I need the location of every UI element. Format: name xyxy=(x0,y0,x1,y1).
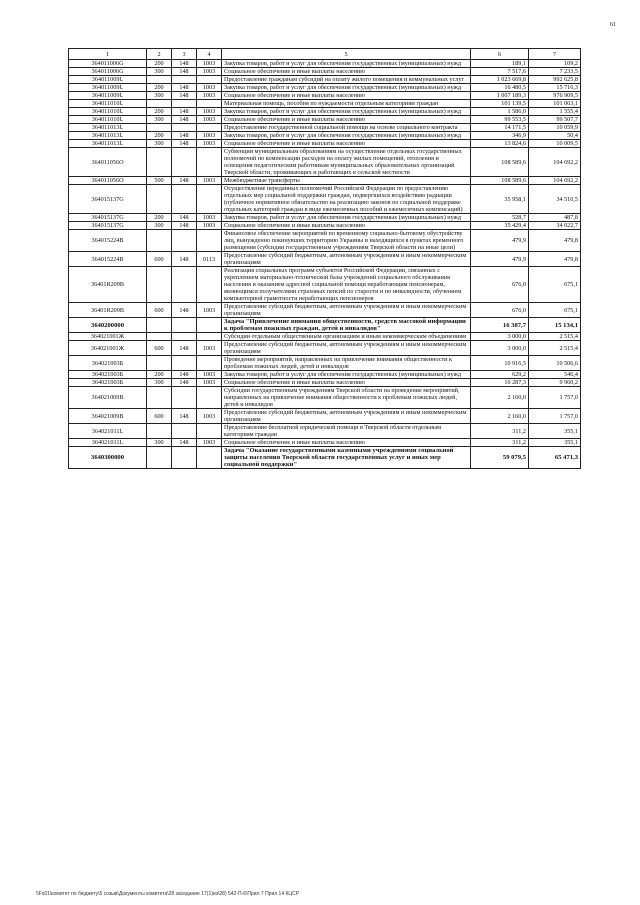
description-cell: Социальное обеспечение и иные выплаты населению xyxy=(222,68,471,76)
code-cell: 364015137G xyxy=(69,185,147,214)
code-cell: 36401R209B xyxy=(69,303,147,318)
value-actual-cell: 104 692,2 xyxy=(529,177,581,185)
table-row xyxy=(69,92,581,100)
value-actual-cell: 479,8 xyxy=(529,230,581,252)
table-row xyxy=(69,108,581,116)
value-actual-cell: 1 757,0 xyxy=(529,387,581,409)
code-cell: 364021011L xyxy=(69,439,147,447)
table-row xyxy=(69,140,581,148)
value-actual-cell: 99 507,7 xyxy=(529,116,581,124)
value-planned-cell: 101 139,5 xyxy=(471,100,529,108)
admin-cell xyxy=(172,230,197,252)
admin-cell xyxy=(172,267,197,303)
code-cell: 364011056O xyxy=(69,177,147,185)
table-row xyxy=(69,116,581,124)
section-cell: 1003 xyxy=(197,108,222,116)
header-cell: 4 xyxy=(197,49,222,60)
code-cell: 3640200000 xyxy=(69,318,147,333)
table-row xyxy=(69,267,581,303)
code-cell: 364015137G xyxy=(69,222,147,230)
admin-cell: 148 xyxy=(172,177,197,185)
section-cell xyxy=(197,148,222,177)
table-row xyxy=(69,76,581,84)
value-actual-cell: 15 716,3 xyxy=(529,84,581,92)
expense-type-cell: 300 xyxy=(147,439,172,447)
table-row xyxy=(69,371,581,379)
code-cell: 364011010L xyxy=(69,100,147,108)
expense-type-cell: 300 xyxy=(147,222,172,230)
expense-type-cell: 200 xyxy=(147,84,172,92)
table-row xyxy=(69,230,581,252)
admin-cell: 148 xyxy=(172,379,197,387)
description-cell: Субвенции муниципальным образованиям на осуществление отдельных государственных полномочий по компенсации расходов на оплату жилых помещений, отопления и освещения педагогическим работникам муниципальных образовательных организаций Тверской области, проживающих и работающих в сельской местности xyxy=(222,148,471,177)
section-cell: 1003 xyxy=(197,439,222,447)
section-cell xyxy=(197,318,222,333)
value-actual-cell: 15 134,1 xyxy=(529,318,581,333)
expense-type-cell: 600 xyxy=(147,303,172,318)
expense-type-cell: 600 xyxy=(147,341,172,356)
table-row xyxy=(69,124,581,132)
table-row xyxy=(69,60,581,68)
value-actual-cell: 1 757,0 xyxy=(529,409,581,424)
value-actual-cell: 355,1 xyxy=(529,424,581,439)
section-cell xyxy=(197,185,222,214)
value-actual-cell: 10 009,5 xyxy=(529,140,581,148)
description-cell: Социальное обеспечение и иные выплаты населению xyxy=(222,140,471,148)
value-actual-cell: 479,8 xyxy=(529,252,581,267)
expense-type-cell: 200 xyxy=(147,60,172,68)
description-cell: Социальное обеспечение и иные выплаты населению xyxy=(222,116,471,124)
value-planned-cell: 479,9 xyxy=(471,230,529,252)
code-cell: 364011006G xyxy=(69,68,147,76)
admin-cell: 148 xyxy=(172,116,197,124)
admin-cell xyxy=(172,356,197,371)
expense-type-cell xyxy=(147,76,172,84)
description-cell: Закупка товаров, работ и услуг для обеспечения государственных (муниципальных) нужд xyxy=(222,132,471,140)
code-cell: 364021003Б xyxy=(69,371,147,379)
section-cell xyxy=(197,124,222,132)
table-row xyxy=(69,409,581,424)
section-cell: 1003 xyxy=(197,177,222,185)
expense-type-cell: 300 xyxy=(147,68,172,76)
description-cell: Предоставление субсидий бюджетным, автономным учреждениям и иным некоммерческим организациям xyxy=(222,303,471,318)
value-planned-cell: 35 429,4 xyxy=(471,222,529,230)
value-planned-cell: 479,9 xyxy=(471,252,529,267)
table-row xyxy=(69,177,581,185)
header-cell: 6 xyxy=(471,49,529,60)
code-cell: 364011056O xyxy=(69,148,147,177)
expense-type-cell: 300 xyxy=(147,116,172,124)
table-body xyxy=(69,60,581,469)
section-cell: 1003 xyxy=(197,116,222,124)
expense-type-cell: 600 xyxy=(147,252,172,267)
value-planned-cell: 7 517,6 xyxy=(471,68,529,76)
description-cell: Проведение мероприятий, направленных на привлечение внимания общественности к проблемам пожилых людей, детей и инвалидов xyxy=(222,356,471,371)
code-cell: 364011009L xyxy=(69,84,147,92)
section-cell: 1003 xyxy=(197,132,222,140)
section-cell xyxy=(197,447,222,469)
header-cell: 7 xyxy=(529,49,581,60)
code-cell: 364015137G xyxy=(69,214,147,222)
value-actual-cell: 9 960,2 xyxy=(529,379,581,387)
admin-cell: 148 xyxy=(172,60,197,68)
description-cell: Предоставление субсидий бюджетным, автономным учреждениям и иным некоммерческим организациям xyxy=(222,252,471,267)
header-cell: 2 xyxy=(147,49,172,60)
section-cell: 1003 xyxy=(197,303,222,318)
expense-type-cell xyxy=(147,230,172,252)
description-cell: Закупка товаров, работ и услуг для обеспечения государственных (муниципальных) нужд xyxy=(222,214,471,222)
description-cell: Социальное обеспечение и иные выплаты населению xyxy=(222,222,471,230)
expense-type-cell xyxy=(147,318,172,333)
section-cell xyxy=(197,76,222,84)
value-actual-cell: 1 555,4 xyxy=(529,108,581,116)
code-cell: 364021003Б xyxy=(69,379,147,387)
header-row xyxy=(69,49,581,60)
description-cell: Осуществление переданных полномочий Российской Федерации по предоставлению отдельных мер социальной поддержки граждан, подвергшихся воздействию радиации (публичное нормативное обязательство на реализацию законов по социальной поддержке отдельных категорий граждан в виде ежемесячных пособий и ежемесячных компенсаций) xyxy=(222,185,471,214)
value-planned-cell: 676,0 xyxy=(471,303,529,318)
value-actual-cell: 109,2 xyxy=(529,60,581,68)
expense-type-cell xyxy=(147,267,172,303)
description-cell: Предоставление государственной социальной помощи на основе социального контракта xyxy=(222,124,471,132)
expense-type-cell xyxy=(147,424,172,439)
expense-type-cell: 300 xyxy=(147,140,172,148)
expense-type-cell xyxy=(147,447,172,469)
description-cell: Субсидии отдельным общественным организациям и иным некоммерческим объединениям xyxy=(222,333,471,341)
value-actual-cell: 675,1 xyxy=(529,303,581,318)
code-cell: 364011013L xyxy=(69,132,147,140)
table-row xyxy=(69,222,581,230)
expense-type-cell xyxy=(147,100,172,108)
admin-cell: 148 xyxy=(172,108,197,116)
expense-type-cell: 300 xyxy=(147,379,172,387)
expense-type-cell: 300 xyxy=(147,92,172,100)
admin-cell: 148 xyxy=(172,252,197,267)
description-cell: Субсидии государственным учреждениям Тверской области на проведение мероприятий, направленных на привлечение внимания общественности к проблемам пожилых людей, детей и инвалидов xyxy=(222,387,471,409)
admin-cell xyxy=(172,424,197,439)
value-actual-cell: 546,4 xyxy=(529,371,581,379)
description-cell: Финансовое обеспечение мероприятий по временному социально-бытовому обустройству лиц, вынужденно покинувших территорию Украины и находящихся в пунктах временного размещения (субсидии государственным учреждениям Тверской области на иные цели) xyxy=(222,230,471,252)
admin-cell: 148 xyxy=(172,303,197,318)
admin-cell xyxy=(172,185,197,214)
code-cell: 364015224B xyxy=(69,230,147,252)
value-planned-cell: 189,1 xyxy=(471,60,529,68)
admin-cell: 148 xyxy=(172,132,197,140)
description-cell: Предоставление субсидий бюджетным, автономным учреждениям и иным некоммерческим организациям xyxy=(222,409,471,424)
table-row xyxy=(69,447,581,469)
code-cell: 364021009B xyxy=(69,387,147,409)
section-cell: 1003 xyxy=(197,84,222,92)
admin-cell: 148 xyxy=(172,439,197,447)
table-row xyxy=(69,185,581,214)
value-planned-cell: 108 589,6 xyxy=(471,177,529,185)
table-row xyxy=(69,252,581,267)
value-actual-cell: 104 692,2 xyxy=(529,148,581,177)
value-actual-cell: 50,4 xyxy=(529,132,581,140)
value-planned-cell: 2 160,0 xyxy=(471,409,529,424)
value-planned-cell: 311,2 xyxy=(471,439,529,447)
expense-type-cell xyxy=(147,333,172,341)
value-planned-cell: 16 480,5 xyxy=(471,84,529,92)
table-row xyxy=(69,68,581,76)
section-cell: 1003 xyxy=(197,371,222,379)
table-row xyxy=(69,84,581,92)
section-cell: 1003 xyxy=(197,68,222,76)
header-cell: 1 xyxy=(69,49,147,60)
code-cell: 3640300000 xyxy=(69,447,147,469)
description-cell: Межбюджетные трансферты xyxy=(222,177,471,185)
admin-cell: 148 xyxy=(172,341,197,356)
section-cell xyxy=(197,424,222,439)
section-cell: 0113 xyxy=(197,252,222,267)
value-actual-cell: 675,1 xyxy=(529,267,581,303)
value-planned-cell: 59 079,5 xyxy=(471,447,529,469)
description-cell: Социальное обеспечение и иные выплаты населению xyxy=(222,379,471,387)
table-row xyxy=(69,424,581,439)
description-cell: Закупка товаров, работ и услуг для обеспечения государственных (муниципальных) нужд xyxy=(222,108,471,116)
header-cell: 3 xyxy=(172,49,197,60)
section-cell: 1003 xyxy=(197,92,222,100)
admin-cell xyxy=(172,318,197,333)
value-actual-cell: 34 022,7 xyxy=(529,222,581,230)
table-row xyxy=(69,214,581,222)
admin-cell: 148 xyxy=(172,140,197,148)
code-cell: 364021001Ж xyxy=(69,333,147,341)
admin-cell xyxy=(172,100,197,108)
value-actual-cell: 10 506,6 xyxy=(529,356,581,371)
code-cell: 364011006G xyxy=(69,60,147,68)
description-cell: Социальное обеспечение и иные выплаты населению xyxy=(222,439,471,447)
admin-cell: 148 xyxy=(172,409,197,424)
admin-cell: 148 xyxy=(172,68,197,76)
code-cell: 364011010L xyxy=(69,108,147,116)
value-actual-cell: 2 515,4 xyxy=(529,341,581,356)
table-row xyxy=(69,132,581,140)
section-cell xyxy=(197,230,222,252)
expense-type-cell: 200 xyxy=(147,132,172,140)
description-cell: Закупка товаров, работ и услуг для обеспечения государственных (муниципальных) нужд xyxy=(222,60,471,68)
table-row xyxy=(69,333,581,341)
section-cell xyxy=(197,333,222,341)
value-planned-cell: 528,7 xyxy=(471,214,529,222)
section-cell: 1003 xyxy=(197,409,222,424)
value-planned-cell: 1 023 669,8 xyxy=(471,76,529,84)
value-actual-cell: 7 233,5 xyxy=(529,68,581,76)
admin-cell xyxy=(172,148,197,177)
code-cell: 364011009L xyxy=(69,76,147,84)
section-cell xyxy=(197,387,222,409)
section-cell xyxy=(197,100,222,108)
value-planned-cell: 1 007 189,3 xyxy=(471,92,529,100)
table-row xyxy=(69,356,581,371)
admin-cell: 148 xyxy=(172,371,197,379)
description-cell: Социальное обеспечение и иные выплаты населению xyxy=(222,92,471,100)
admin-cell: 148 xyxy=(172,92,197,100)
value-planned-cell: 13 824,6 xyxy=(471,140,529,148)
value-planned-cell: 35 958,1 xyxy=(471,185,529,214)
expense-type-cell xyxy=(147,387,172,409)
value-planned-cell: 1 586,0 xyxy=(471,108,529,116)
admin-cell xyxy=(172,447,197,469)
description-cell: Задача "Оказание государственными казенными учреждениями социальной защиты населения Тверской области государственных услуг и иных мер социальной поддержки" xyxy=(222,447,471,469)
expense-type-cell xyxy=(147,185,172,214)
admin-cell xyxy=(172,76,197,84)
value-planned-cell: 311,2 xyxy=(471,424,529,439)
section-cell: 1003 xyxy=(197,379,222,387)
expense-type-cell: 500 xyxy=(147,177,172,185)
code-cell: 364021011L xyxy=(69,424,147,439)
value-planned-cell: 346,9 xyxy=(471,132,529,140)
value-actual-cell: 2 515,4 xyxy=(529,333,581,341)
code-cell: 364015224B xyxy=(69,252,147,267)
description-cell: Предоставление бесплатной юридической помощи в Тверской области отдельным категориям граждан xyxy=(222,424,471,439)
value-actual-cell: 976 909,5 xyxy=(529,92,581,100)
code-cell: 364011013L xyxy=(69,124,147,132)
admin-cell xyxy=(172,124,197,132)
description-cell: Предоставление субсидий бюджетным, автономным учреждениям и иным некоммерческим организациям xyxy=(222,341,471,356)
value-planned-cell: 14 171,5 xyxy=(471,124,529,132)
code-cell: 36401R209B xyxy=(69,267,147,303)
value-actual-cell: 34 510,5 xyxy=(529,185,581,214)
table-row xyxy=(69,387,581,409)
expense-type-cell: 600 xyxy=(147,409,172,424)
expense-type-cell xyxy=(147,356,172,371)
value-actual-cell: 101 063,1 xyxy=(529,100,581,108)
footer-path: \\Fs01\комитет по бюджету\5 созыв\Документы комитета\28 заседание 17(1)из\28) 542-П-6\Прил 7 Прил 14 КЦСР xyxy=(36,891,300,897)
table-row xyxy=(69,303,581,318)
admin-cell: 148 xyxy=(172,214,197,222)
code-cell: 364011013L xyxy=(69,140,147,148)
value-planned-cell: 2 160,0 xyxy=(471,387,529,409)
value-actual-cell: 487,8 xyxy=(529,214,581,222)
code-cell: 364011010L xyxy=(69,116,147,124)
table-row xyxy=(69,439,581,447)
admin-cell xyxy=(172,333,197,341)
expense-type-cell: 200 xyxy=(147,214,172,222)
value-planned-cell: 99 553,5 xyxy=(471,116,529,124)
value-planned-cell: 676,0 xyxy=(471,267,529,303)
expense-type-cell: 200 xyxy=(147,371,172,379)
expense-type-cell: 200 xyxy=(147,108,172,116)
admin-cell: 148 xyxy=(172,84,197,92)
description-cell: Предоставление гражданам субсидий на оплату жилого помещения и коммунальных услуг xyxy=(222,76,471,84)
value-actual-cell: 992 625,8 xyxy=(529,76,581,84)
value-planned-cell: 3 000,0 xyxy=(471,333,529,341)
admin-cell xyxy=(172,387,197,409)
value-actual-cell: 355,1 xyxy=(529,439,581,447)
code-cell: 364011009L xyxy=(69,92,147,100)
section-cell: 1003 xyxy=(197,60,222,68)
code-cell: 364021009B xyxy=(69,409,147,424)
value-actual-cell: 65 471,3 xyxy=(529,447,581,469)
header-cell: 5 xyxy=(222,49,471,60)
description-cell: Задача "Привлечение внимания общественности, средств массовой информации к проблемам пожилых граждан, детей и инвалидов" xyxy=(222,318,471,333)
value-planned-cell: 108 589,6 xyxy=(471,148,529,177)
section-cell: 1003 xyxy=(197,214,222,222)
value-planned-cell: 10 287,3 xyxy=(471,379,529,387)
admin-cell: 148 xyxy=(172,222,197,230)
table-row xyxy=(69,148,581,177)
page-number: 61 xyxy=(610,22,616,28)
expense-type-cell xyxy=(147,148,172,177)
table-row xyxy=(69,341,581,356)
value-planned-cell: 10 916,5 xyxy=(471,356,529,371)
section-cell xyxy=(197,267,222,303)
table-row xyxy=(69,100,581,108)
section-cell xyxy=(197,356,222,371)
section-cell: 1003 xyxy=(197,140,222,148)
value-planned-cell: 629,2 xyxy=(471,371,529,379)
section-cell: 1003 xyxy=(197,222,222,230)
description-cell: Реализация социальных программ субъектов Российской Федерации, связанных с укреплением материально-технической базы учреждений социального обслуживания населения и оказанием адресной социальной помощи неработающим пенсионерам, являющимся получателями страховых пенсий по старости и по инвалидности, обучением компьютерной грамотности неработающих пенсионеров xyxy=(222,267,471,303)
table-row xyxy=(69,318,581,333)
value-planned-cell: 3 000,0 xyxy=(471,341,529,356)
value-actual-cell: 10 059,9 xyxy=(529,124,581,132)
section-cell: 1003 xyxy=(197,341,222,356)
description-cell: Материальная помощь, пособия по нуждаемости отдельным категориям граждан xyxy=(222,100,471,108)
budget-table xyxy=(68,48,581,469)
table-row xyxy=(69,379,581,387)
description-cell: Закупка товаров, работ и услуг для обеспечения государственных (муниципальных) нужд xyxy=(222,371,471,379)
value-planned-cell: 16 387,7 xyxy=(471,318,529,333)
code-cell: 364021001Ж xyxy=(69,341,147,356)
description-cell: Закупка товаров, работ и услуг для обеспечения государственных (муниципальных) нужд xyxy=(222,84,471,92)
expense-type-cell xyxy=(147,124,172,132)
code-cell: 364021003Б xyxy=(69,356,147,371)
